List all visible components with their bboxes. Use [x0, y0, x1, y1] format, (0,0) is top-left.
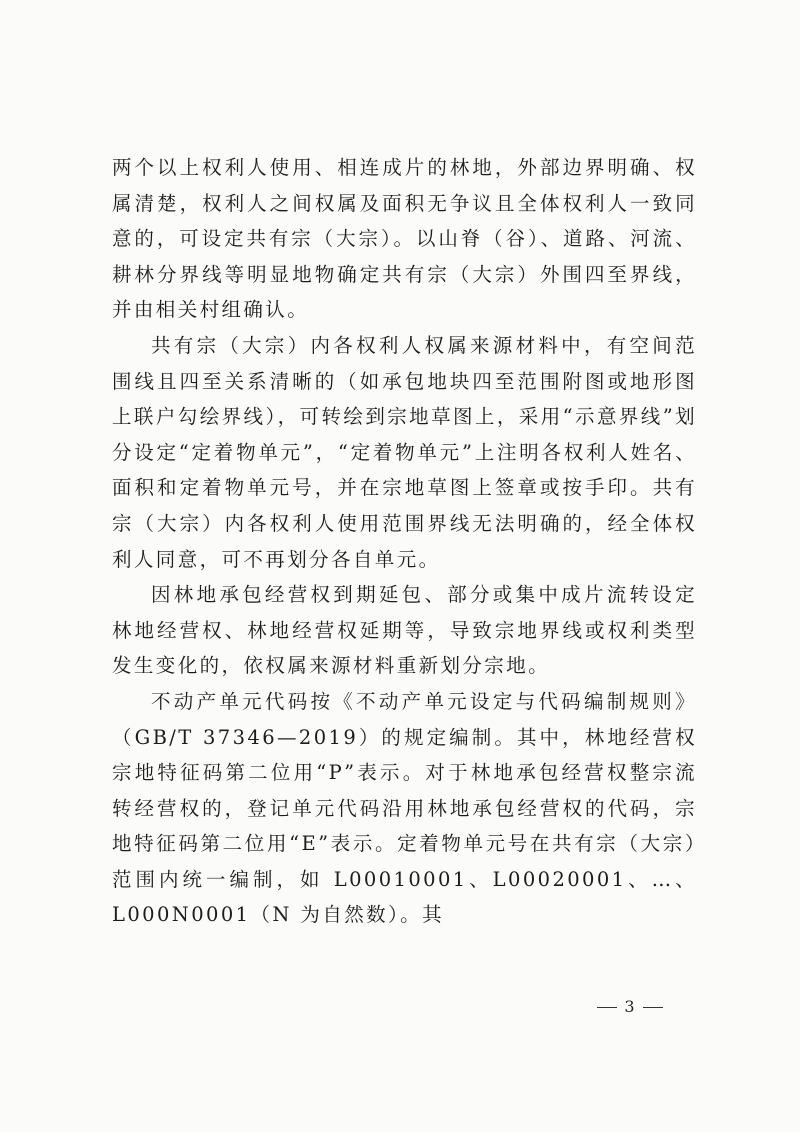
- page-number-value: 3: [624, 997, 636, 1016]
- paragraph-unit-code-rules: 不动产单元代码按《不动产单元设定与代码编制规则》（GB/T 37346—2019）的规定编制。其中，林地经营权宗地特征码第二位用“P”表示。对于林地承包经营权整宗流转经营权的，登记单元代码沿用林地承包经营权的代码，宗地特征码第二位用“E”表示。定着物单元号在共有宗（大宗）范围内统一编制，如 L00010001、L00020001、…、L000N0001（N 为自然数）。其: [112, 689, 697, 927]
- paragraph-parcel-redivision: 因林地承包经营权到期延包、部分或集中成片流转设定林地经营权、林地经营权延期等，导致宗地界线或权利类型发生变化的，依权属来源材料重新划分宗地。: [112, 583, 697, 678]
- body-text: [112, 150, 697, 933]
- page-number: [590, 997, 670, 1016]
- page-number-left-dash: [597, 1007, 617, 1008]
- paragraph-fixture-unit-division: 共有宗（大宗）内各权利人权属来源材料中，有空间范围线且四至关系清晰的（如承包地块四至范围附图或地形图上联户勾绘界线），可转绘到宗地草图上，采用“示意界线”划分设定“定着物单元”，“定着物单元”上注明各权利人姓名、面积和定着物单元号，并在宗地草图上签章或按手印。共有宗（大宗）内各权利人使用范围界线无法明确的，经全体权利人同意，可不再划分各自单元。: [112, 333, 697, 571]
- page-number-right-dash: [643, 1007, 663, 1008]
- paragraph-shared-parcel-definition: 两个以上权利人使用、相连成片的林地，外部边界明确、权属清楚，权利人之间权属及面积无争议且全体权利人一致同意的，可设定共有宗（大宗）。以山脊（谷）、道路、河流、耕林分界线等明显地物确定共有宗（大宗）外围四至界线，并由相关村组确认。: [112, 156, 697, 322]
